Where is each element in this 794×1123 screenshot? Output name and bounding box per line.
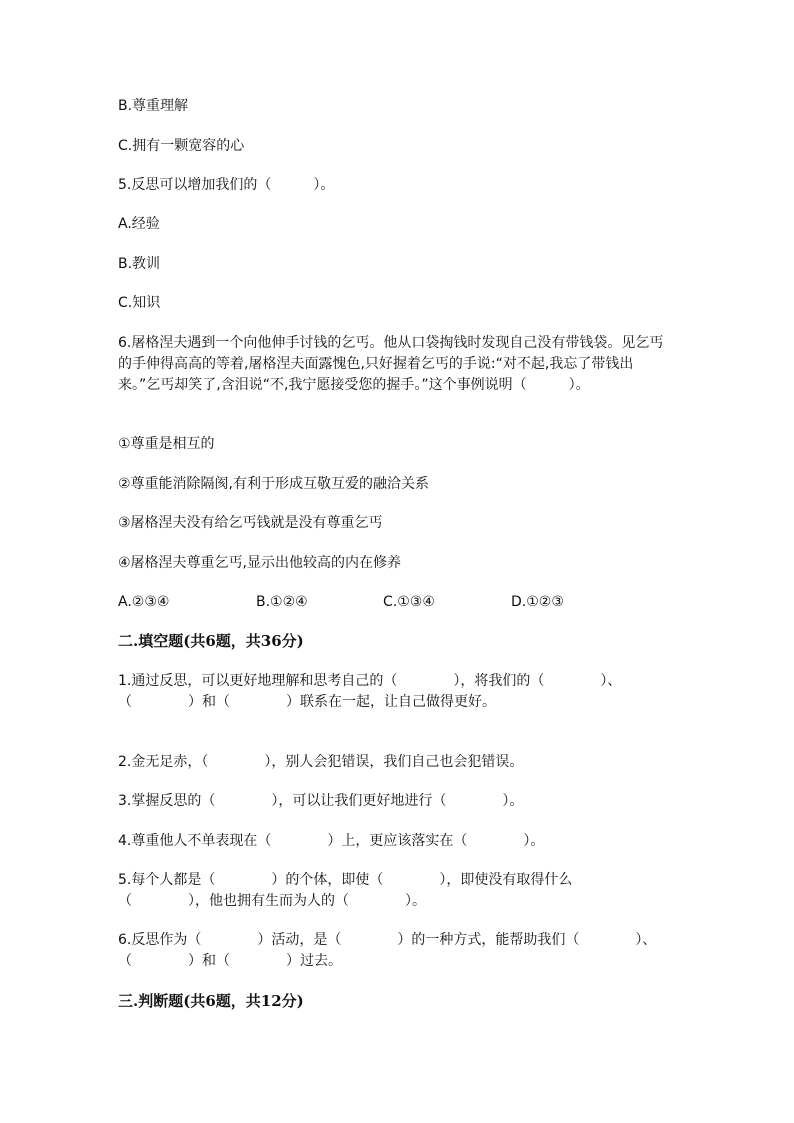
q4-option-b: B.尊重理解 bbox=[118, 98, 189, 114]
section-3-title: 三.判断题(共6题，共12分) bbox=[118, 992, 304, 1010]
fill-q4: 4.尊重他人不单表现在（ ）上，更应该落实在（ ）。 bbox=[118, 833, 545, 849]
q6-statement-3: ③屠格涅夫没有给乞丐钱就是没有尊重乞丐 bbox=[118, 515, 383, 531]
q4-option-c: C.拥有一颗宽容的心 bbox=[118, 138, 245, 154]
fill-q6: 6.反思作为（ ）活动，是（ ）的一种方式，能帮助我们（ ）、（ ）和（ ）过去。 bbox=[118, 932, 657, 969]
q6-statement-2: ②尊重能消除隔阂,有利于形成互敬互爱的融洽关系 bbox=[118, 476, 429, 492]
q5-stem: 5.反思可以增加我们的（ ）。 bbox=[118, 177, 335, 193]
q5-option-b: B.教训 bbox=[118, 256, 161, 272]
fill-q2: 2.金无足赤，（ ），别人会犯错误，我们自己也会犯错误。 bbox=[118, 754, 524, 770]
q5-option-c: C.知识 bbox=[118, 295, 161, 311]
fill-q1: 1.通过反思，可以更好地理解和思考自己的（ ），将我们的（ ）、（ ）和（ ）联系在一起，让自己做得更好。 bbox=[118, 673, 622, 710]
q6-statement-1: ①尊重是相互的 bbox=[118, 436, 215, 452]
q6-options bbox=[118, 592, 678, 613]
q5-option-a: A.经验 bbox=[118, 216, 160, 232]
q6-option-c: C.①③④ bbox=[383, 594, 435, 610]
q6-option-b: B.①②④ bbox=[256, 594, 308, 610]
fill-q3: 3.掌握反思的（ ），可以让我们更好地进行（ ）。 bbox=[118, 793, 524, 809]
section-2-title: 二.填空题(共6题，共36分) bbox=[118, 632, 304, 650]
q6-stem: 6.屠格涅夫遇到一个向他伸手讨钱的乞丐。他从口袋掏钱时发现自己没有带钱袋。见乞丐的手伸得高高的等着,屠格涅夫面露愧色,只好握着乞丐的手说:“对不起,我忘了带钱出来。”乞丐却笑了,含泪说“不,我宁愿接受您的握手。”这个事例说明（ ）。 bbox=[118, 335, 664, 393]
q6-option-a: A.②③④ bbox=[118, 594, 170, 610]
q6-statement-4: ④屠格涅夫尊重乞丐,显示出他较高的内在修养 bbox=[118, 555, 401, 571]
fill-q5: 5.每个人都是（ ）的个体，即使（ ），即使没有取得什么（ ），他也拥有生而为人的（ ）。 bbox=[118, 872, 573, 909]
q6-option-d: D.①②③ bbox=[511, 594, 564, 610]
